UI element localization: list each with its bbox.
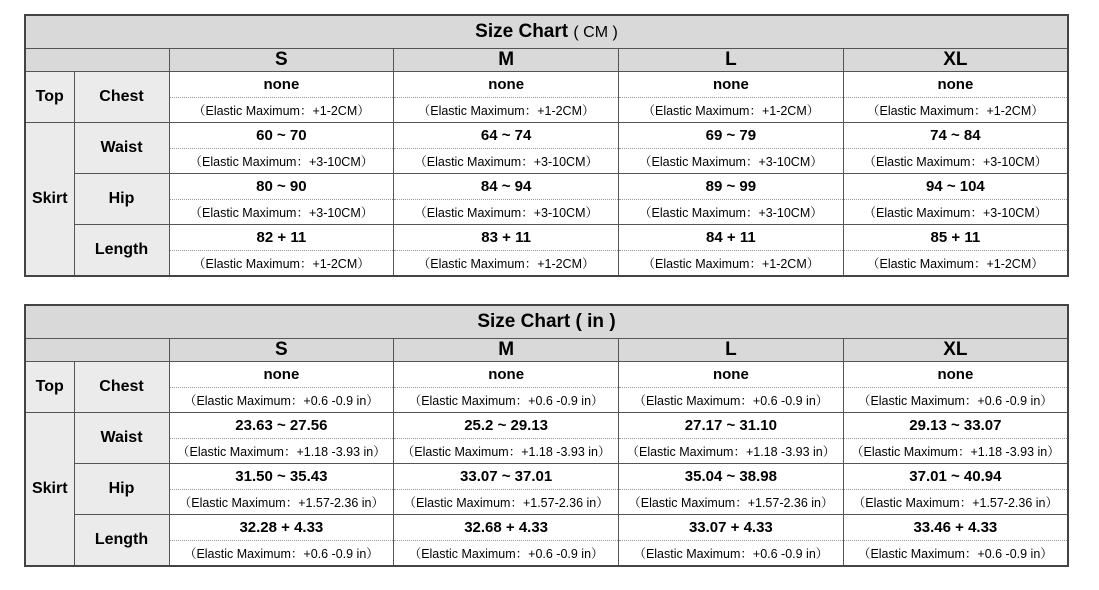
measurement-label: Chest: [74, 72, 169, 123]
measurement-label: Waist: [74, 123, 169, 174]
size-header: S: [169, 49, 394, 72]
value-cell: 35.04 ~ 38.98: [619, 464, 844, 490]
value-cell: 32.68 + 4.33: [394, 515, 619, 541]
group-label: Top: [25, 72, 74, 123]
value-cell: 32.28 + 4.33: [169, 515, 394, 541]
elastic-note: （Elastic Maximum：+3-10CM）: [843, 149, 1068, 174]
measurement-label: Waist: [74, 413, 169, 464]
value-cell: 94 ~ 104: [843, 174, 1068, 200]
elastic-note: （Elastic Maximum：+1.57-2.36 in）: [169, 490, 394, 515]
elastic-note: （Elastic Maximum：+1.18 -3.93 in）: [619, 439, 844, 464]
elastic-note: （Elastic Maximum：+1.18 -3.93 in）: [169, 439, 394, 464]
elastic-note: （Elastic Maximum：+1.18 -3.93 in）: [843, 439, 1068, 464]
size-chart-in: [24, 304, 1069, 567]
measurement-label: Hip: [74, 174, 169, 225]
measurement-label: Length: [74, 515, 169, 567]
value-cell: 29.13 ~ 33.07: [843, 413, 1068, 439]
elastic-note: （Elastic Maximum：+0.6 -0.9 in）: [619, 541, 844, 567]
elastic-note: （Elastic Maximum：+0.6 -0.9 in）: [394, 388, 619, 413]
elastic-note: （Elastic Maximum：+3-10CM）: [169, 200, 394, 225]
value-cell: 33.46 + 4.33: [843, 515, 1068, 541]
elastic-note: （Elastic Maximum：+1-2CM）: [394, 251, 619, 277]
elastic-note: （Elastic Maximum：+1.18 -3.93 in）: [394, 439, 619, 464]
value-cell: none: [169, 72, 394, 98]
elastic-note: （Elastic Maximum：+1-2CM）: [843, 251, 1068, 277]
elastic-note: （Elastic Maximum：+3-10CM）: [394, 149, 619, 174]
value-cell: none: [619, 362, 844, 388]
elastic-note: （Elastic Maximum：+0.6 -0.9 in）: [619, 388, 844, 413]
measurement-label: Hip: [74, 464, 169, 515]
elastic-note: （Elastic Maximum：+3-10CM）: [394, 200, 619, 225]
elastic-note: （Elastic Maximum：+1-2CM）: [169, 98, 394, 123]
value-cell: none: [394, 72, 619, 98]
elastic-note: （Elastic Maximum：+1.57-2.36 in）: [394, 490, 619, 515]
value-cell: 80 ~ 90: [169, 174, 394, 200]
elastic-note: （Elastic Maximum：+1-2CM）: [169, 251, 394, 277]
elastic-note: （Elastic Maximum：+0.6 -0.9 in）: [169, 541, 394, 567]
value-cell: none: [394, 362, 619, 388]
elastic-note: （Elastic Maximum：+3-10CM）: [169, 149, 394, 174]
value-cell: 69 ~ 79: [619, 123, 844, 149]
elastic-note: （Elastic Maximum：+0.6 -0.9 in）: [169, 388, 394, 413]
elastic-note: （Elastic Maximum：+3-10CM）: [843, 200, 1068, 225]
size-header: XL: [843, 339, 1068, 362]
header-blank: [25, 49, 169, 72]
value-cell: none: [843, 72, 1068, 98]
elastic-note: （Elastic Maximum：+1-2CM）: [619, 251, 844, 277]
value-cell: 89 ~ 99: [619, 174, 844, 200]
elastic-note: （Elastic Maximum：+0.6 -0.9 in）: [843, 388, 1068, 413]
value-cell: 33.07 ~ 37.01: [394, 464, 619, 490]
size-chart-cm: [24, 14, 1069, 277]
value-cell: 25.2 ~ 29.13: [394, 413, 619, 439]
measurement-label: Length: [74, 225, 169, 277]
size-header: XL: [843, 49, 1068, 72]
group-label: Skirt: [25, 413, 74, 567]
value-cell: none: [619, 72, 844, 98]
value-cell: 83 + 11: [394, 225, 619, 251]
value-cell: 33.07 + 4.33: [619, 515, 844, 541]
size-header: L: [619, 339, 844, 362]
value-cell: 31.50 ~ 35.43: [169, 464, 394, 490]
value-cell: 64 ~ 74: [394, 123, 619, 149]
chart-title: Size Chart ( CM ): [25, 15, 1068, 49]
measurement-label: Chest: [74, 362, 169, 413]
value-cell: 84 ~ 94: [394, 174, 619, 200]
elastic-note: （Elastic Maximum：+3-10CM）: [619, 149, 844, 174]
value-cell: 60 ~ 70: [169, 123, 394, 149]
elastic-note: （Elastic Maximum：+1-2CM）: [619, 98, 844, 123]
group-label: Skirt: [25, 123, 74, 277]
value-cell: 27.17 ~ 31.10: [619, 413, 844, 439]
elastic-note: （Elastic Maximum：+1-2CM）: [843, 98, 1068, 123]
value-cell: 84 + 11: [619, 225, 844, 251]
value-cell: 37.01 ~ 40.94: [843, 464, 1068, 490]
value-cell: 85 + 11: [843, 225, 1068, 251]
elastic-note: （Elastic Maximum：+0.6 -0.9 in）: [843, 541, 1068, 567]
chart-title: Size Chart ( in ): [25, 305, 1068, 339]
size-header: L: [619, 49, 844, 72]
elastic-note: （Elastic Maximum：+0.6 -0.9 in）: [394, 541, 619, 567]
value-cell: 23.63 ~ 27.56: [169, 413, 394, 439]
size-header: M: [394, 339, 619, 362]
value-cell: none: [169, 362, 394, 388]
value-cell: 74 ~ 84: [843, 123, 1068, 149]
size-header: M: [394, 49, 619, 72]
elastic-note: （Elastic Maximum：+1.57-2.36 in）: [619, 490, 844, 515]
size-header: S: [169, 339, 394, 362]
elastic-note: （Elastic Maximum：+3-10CM）: [619, 200, 844, 225]
value-cell: 82 + 11: [169, 225, 394, 251]
value-cell: none: [843, 362, 1068, 388]
group-label: Top: [25, 362, 74, 413]
elastic-note: （Elastic Maximum：+1.57-2.36 in）: [843, 490, 1068, 515]
header-blank: [25, 339, 169, 362]
elastic-note: （Elastic Maximum：+1-2CM）: [394, 98, 619, 123]
